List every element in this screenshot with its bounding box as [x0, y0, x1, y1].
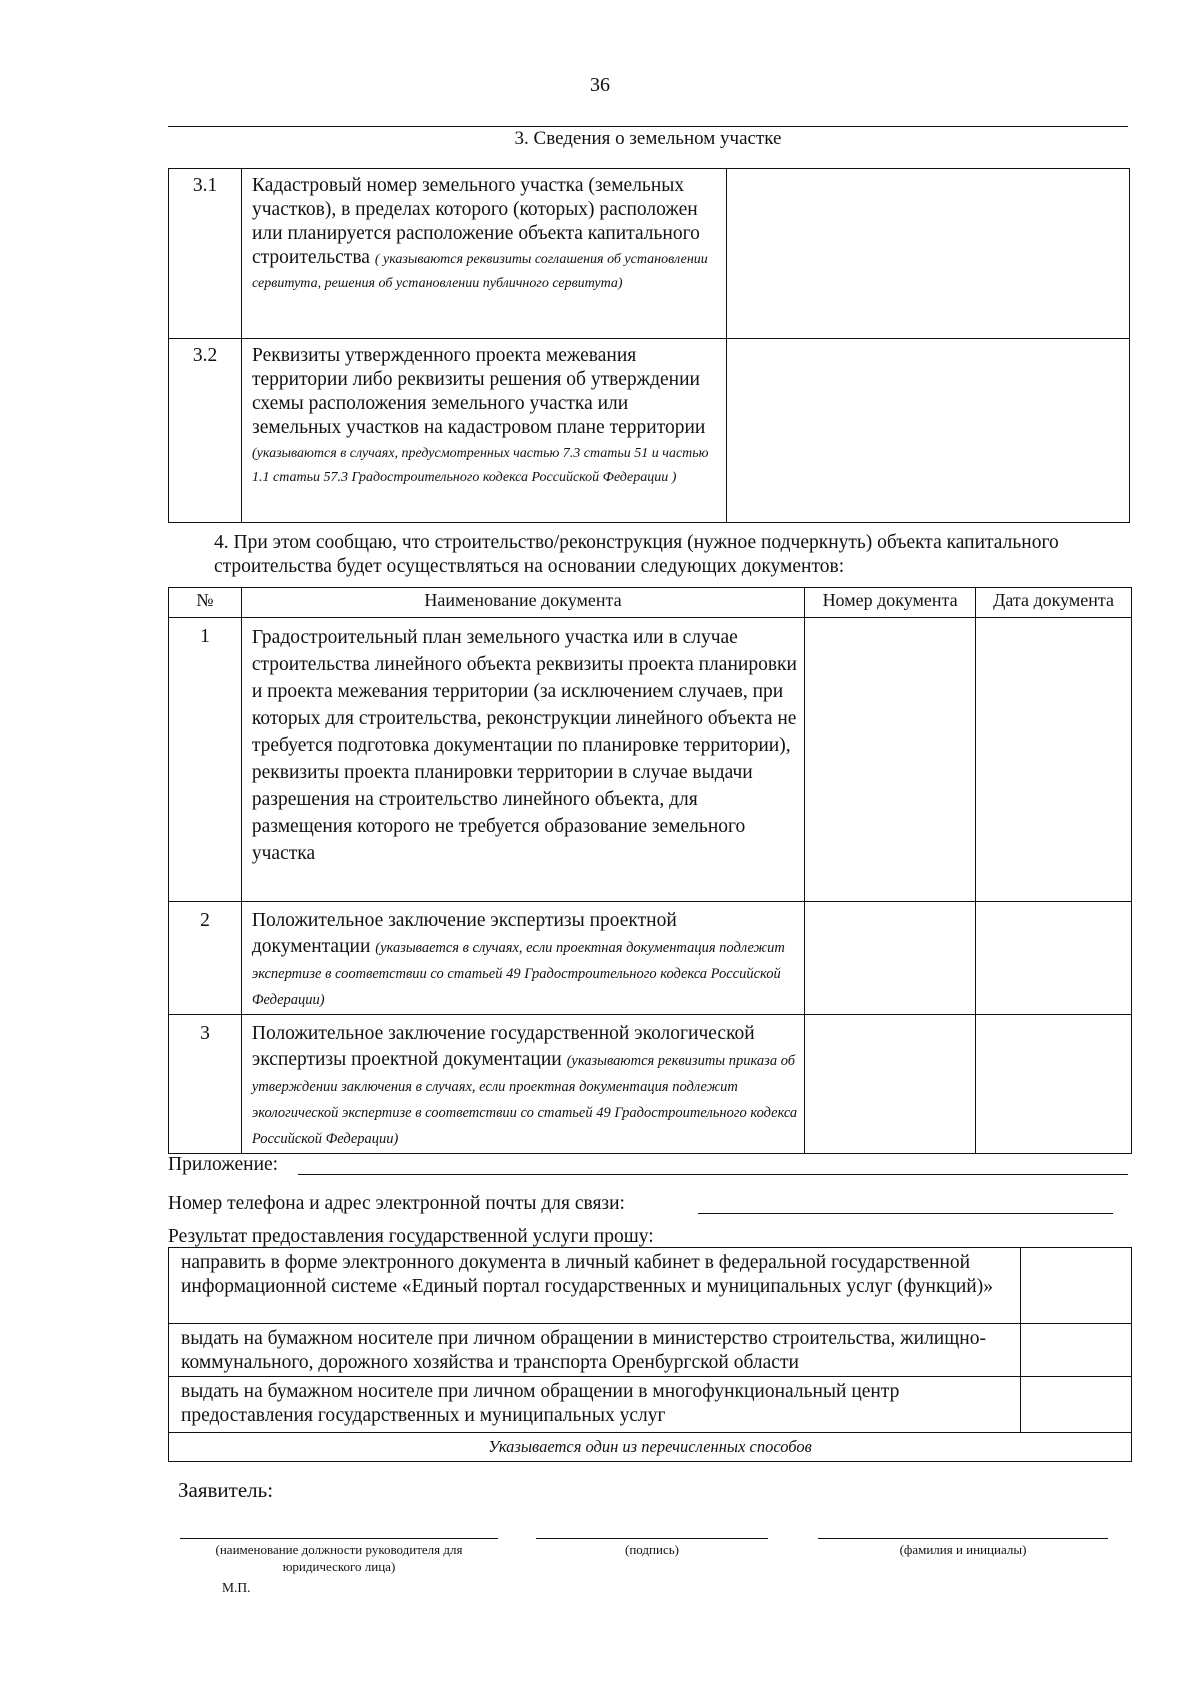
- table-footer-row: [169, 1433, 1132, 1462]
- row-number: 3.1: [169, 169, 242, 339]
- row-note: (указываются в случаях, предусмотренных частью 7.3 статьи 51 и частью 1.1 статьи 57.3 Градостроительного кодекса Российской Федерации ): [252, 446, 709, 485]
- table-row: [169, 1248, 1132, 1324]
- header-document-name: Наименование документа: [241, 588, 804, 618]
- document-number-field[interactable]: [805, 1015, 976, 1154]
- row-text: Кадастровый номер земельного участка (земельных участков), в пределах которого (которых) расположен или планируется расположение объекта капитального строительства: [252, 175, 700, 268]
- table-row: [169, 169, 1130, 339]
- result-option-electronic-checkbox[interactable]: [1021, 1248, 1132, 1324]
- table-header-row: [169, 588, 1132, 618]
- header-document-date: Дата документа: [976, 588, 1132, 618]
- signature-caption: (подпись): [625, 1542, 679, 1557]
- contact-input[interactable]: [698, 1213, 1113, 1214]
- result-option-label: выдать на бумажном носителе при личном обращении в многофункциональный центр предоставления государственных и муниципальных услуг: [169, 1377, 1021, 1433]
- section3-title: 3. Сведения о земельном участке: [514, 128, 782, 149]
- row-text: Градостроительный план земельного участка или в случае строительства линейного объекта реквизиты проекта планировки и проекта межевания территории (за исключением случаев, при которых для строительства, реконструкции линейного объекта не требуется подготовка документации по планировке территории), реквизиты проекта планировки территории в случае выдачи разрешения на строительство линейного объекта, для размещения которого не требуется образование земельного участка: [251, 627, 797, 864]
- table-row: [169, 902, 1132, 1015]
- land-plot-table: [168, 168, 1130, 523]
- contact-label: Номер телефона и адрес электронной почты для связи:: [168, 1193, 625, 1214]
- row-note: ( указываются реквизиты соглашения об установлении сервитута, решения об установлении публичного сервитута): [252, 252, 708, 291]
- signature-input[interactable]: [536, 1538, 768, 1539]
- survey-project-value-field[interactable]: [727, 339, 1130, 523]
- result-intro: Результат предоставления государственной услуги прошу:: [168, 1226, 654, 1247]
- page-number: 36: [590, 74, 610, 96]
- section4-intro: 4. При этом сообщаю, что строительство/реконструкция (нужное подчеркнуть) объекта капитального строительства будет осуществляться на основании следующих документов:: [214, 532, 1059, 577]
- document-date-field[interactable]: [976, 902, 1132, 1015]
- result-options-table: [168, 1247, 1132, 1462]
- row-text: Положительное заключение экспертизы проектной документации: [251, 910, 677, 957]
- row-label: [242, 339, 727, 523]
- name-caption: (фамилия и инициалы): [899, 1542, 1027, 1557]
- document-number-field[interactable]: [805, 902, 976, 1015]
- cadastral-number-value-field[interactable]: [727, 169, 1130, 339]
- row-label: [241, 1015, 804, 1154]
- row-text: Положительное заключение государственной экологической экспертизы проектной документации: [251, 1023, 755, 1070]
- row-label: [241, 902, 804, 1015]
- documents-table: [168, 587, 1132, 1154]
- position-input[interactable]: [180, 1538, 498, 1539]
- result-option-label: выдать на бумажном носителе при личном обращении в министерство строительства, жилищно-коммунального, дорожного хозяйства и транспорта Оренбургской области: [169, 1324, 1021, 1377]
- row-label: [242, 169, 727, 339]
- result-footer-note: Указывается один из перечисленных способов: [169, 1433, 1132, 1462]
- document-date-field[interactable]: [976, 1015, 1132, 1154]
- table-row: [169, 1377, 1132, 1433]
- header-number: №: [169, 588, 242, 618]
- table-row: [169, 1324, 1132, 1377]
- row-number: 2: [169, 902, 242, 1015]
- stamp-placeholder: М.П.: [222, 1580, 251, 1595]
- table-row: [169, 618, 1132, 902]
- section3-top-rule: [168, 126, 1128, 127]
- attachment-label: Приложение:: [168, 1154, 279, 1175]
- applicant-label: Заявитель:: [178, 1478, 274, 1502]
- row-number: 3: [169, 1015, 242, 1154]
- result-option-mfc-checkbox[interactable]: [1021, 1377, 1132, 1433]
- row-label: [241, 618, 804, 902]
- row-number: 1: [169, 618, 242, 902]
- table-row: [169, 1015, 1132, 1154]
- name-input[interactable]: [818, 1538, 1108, 1539]
- document-date-field[interactable]: [976, 618, 1132, 902]
- document-number-field[interactable]: [805, 618, 976, 902]
- table-row: [169, 339, 1130, 523]
- row-number: 3.2: [169, 339, 242, 523]
- attachment-input[interactable]: [298, 1174, 1128, 1175]
- position-caption: (наименование должности руководителя для юридического лица): [215, 1542, 463, 1574]
- header-document-number: Номер документа: [805, 588, 976, 618]
- result-option-ministry-checkbox[interactable]: [1021, 1324, 1132, 1377]
- row-note: (указывается в случаях, если проектная документация подлежит экспертизе в соответствии со статьей 49 Градостроительного кодекса Российской Федерации): [251, 940, 785, 1008]
- result-option-label: направить в форме электронного документа в личный кабинет в федеральной государственной информационной системе «Единый портал государственных и муниципальных услуг (функций)»: [169, 1248, 1021, 1324]
- row-text: Реквизиты утвержденного проекта межевания территории либо реквизиты решения об утверждении схемы расположения земельного участка или земельных участков на кадастровом плане территории: [252, 345, 706, 438]
- row-note: (указываются реквизиты приказа об утверждении заключения в случаях, если проектная документация подлежит экологической экспертизе в соответствии со статьей 49 Градостроительного кодекса Российской Федерации): [251, 1053, 798, 1147]
